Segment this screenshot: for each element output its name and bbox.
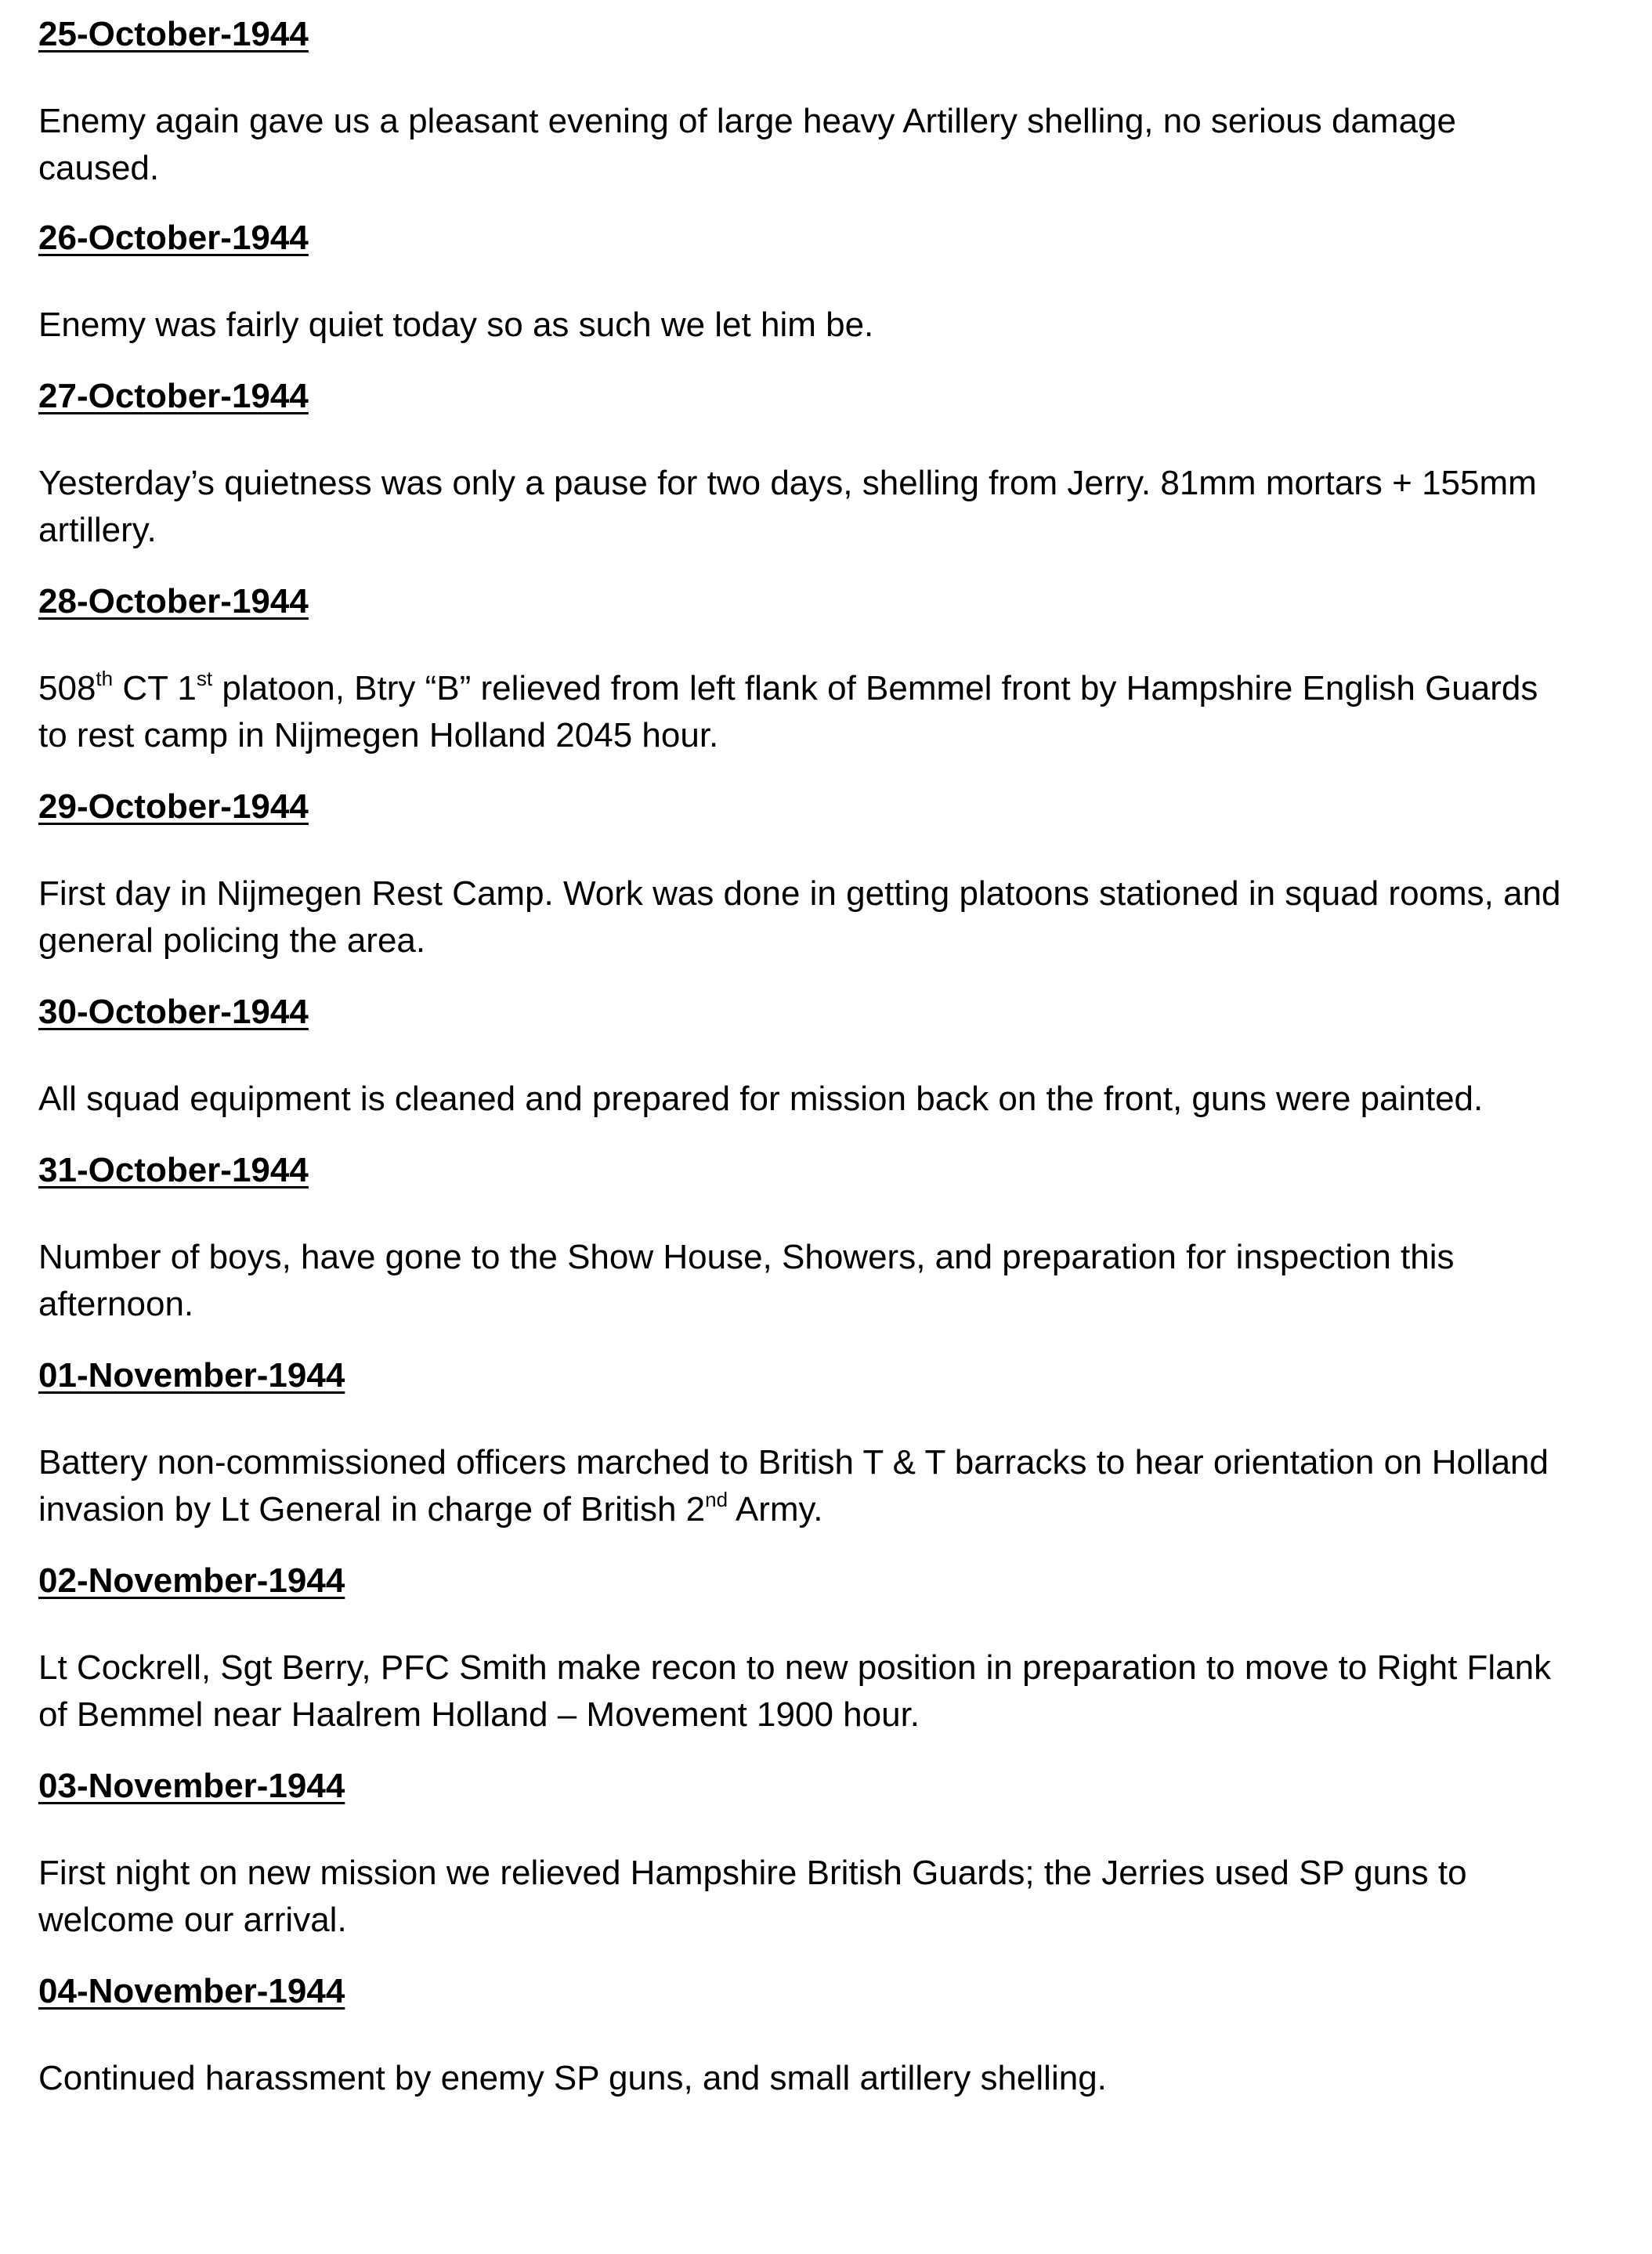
entry-text-part: 508 [38,669,96,707]
entry-text-part: CT 1 [113,669,197,707]
entry-date: 25-October-1944 [38,15,309,53]
entry-date: 03-November-1944 [38,1767,345,1805]
entry-date: 29-October-1944 [38,787,309,826]
entry-date: 26-October-1944 [38,219,309,257]
entry-text [38,665,1574,759]
entry-date: 27-October-1944 [38,377,309,415]
entry-text: First night on new mission we relieved Hampshire British Guards; the Jerries used SP guns to welcome our arrival. [38,1854,1467,1939]
entry-date: 02-November-1944 [38,1561,345,1600]
entry-text: Enemy was fairly quiet today so as such we let him be. [38,306,874,344]
entry-text: Continued harassment by enemy SP guns, and small artillery shelling. [38,2059,1107,2097]
entry-text-part: platoon, Btry “B” relieved from left flank of Bemmel front by Hampshire English Guards to rest camp in Nijmegen Holland 2045 hour. [38,669,1538,754]
entry-text-part: Battery non-commissioned officers marched to British T & T barracks to hear orientation on Holland invasion by Lt General in charge of British 2 [38,1443,1549,1529]
ordinal-suffix: nd [705,1488,728,1511]
entry-date: 31-October-1944 [38,1151,309,1189]
entry-text: Number of boys, have gone to the Show House, Showers, and preparation for inspection this afternoon. [38,1238,1455,1323]
entry-text: First day in Nijmegen Rest Camp. Work was done in getting platoons stationed in squad rooms, and general policing the area. [38,874,1561,960]
entry-text: Lt Cockrell, Sgt Berry, PFC Smith make recon to new position in preparation to move to Right Flank of Bemmel near Haalrem Holland – Movement 1900 hour. [38,1648,1552,1734]
ordinal-suffix: th [96,667,114,690]
entry-text-part: Army. [728,1490,823,1529]
entry-text: Yesterday’s quietness was only a pause for two days, shelling from Jerry. 81mm mortars + 155mm artillery. [38,464,1537,549]
entry-date: 30-October-1944 [38,993,309,1031]
entry-date: 01-November-1944 [38,1356,345,1395]
entry-text: Enemy again gave us a pleasant evening of large heavy Artillery shelling, no serious damage caused. [38,102,1456,187]
entry-text: All squad equipment is cleaned and prepared for mission back on the front, guns were painted. [38,1080,1484,1118]
entry-text [38,1439,1574,1533]
entry-date: 28-October-1944 [38,582,309,620]
ordinal-suffix: st [196,667,213,690]
entry-date: 04-November-1944 [38,1972,345,2010]
